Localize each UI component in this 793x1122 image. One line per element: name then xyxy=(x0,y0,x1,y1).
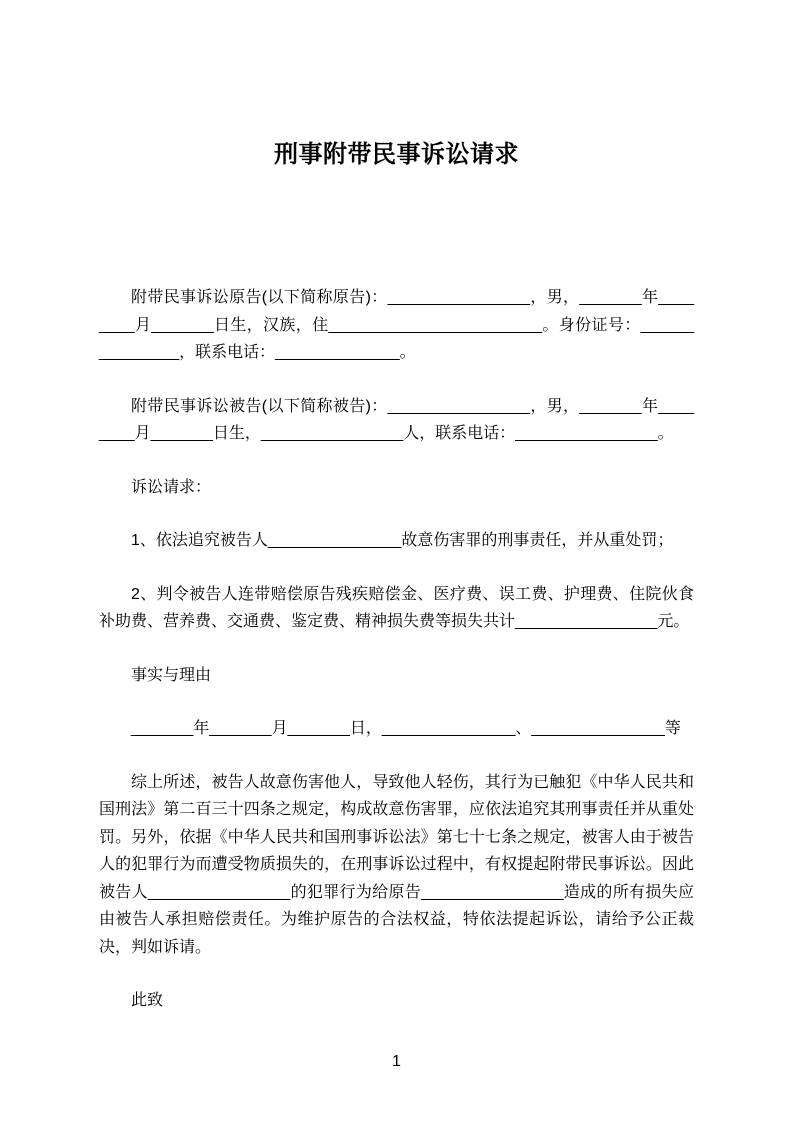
facts-date-line: _______年_______月_______日，_______________、_______________等 xyxy=(131,720,681,737)
document-title: 刑事附带民事诉讼请求 xyxy=(274,141,519,168)
document-content xyxy=(99,139,694,1041)
claim-item-2: 2、判令被告人连带赔偿原告残疾赔偿金、医疗费、误工费、护理费、住院伙食补助费、营养费、交通费、鉴定费、精神损失费等损失共计________________元。 xyxy=(99,585,694,630)
closing-line: 此致 xyxy=(131,992,164,1009)
facts-heading: 事实与理由 xyxy=(131,666,212,684)
defendant-paragraph: 附带民事诉讼被告(以下简称被告)：________________，男，_______年________月_______日生，________________人，联系电话：________________。 xyxy=(99,397,694,442)
page-number: 1 xyxy=(392,1053,401,1070)
claims-heading: 诉讼请求： xyxy=(131,478,212,496)
plaintiff-paragraph: 附带民事诉讼原告(以下简称原告)：________________，男，_______年________月_______日生，汉族，住________________________。身份证号：_______________，联系电话：______________。 xyxy=(99,289,694,361)
claim-item-1: 1、依法追究被告人_______________故意伤害罪的刑事责任，并从重处罚； xyxy=(131,532,674,549)
conclusion-paragraph: 综上所述，被告人故意伤害他人，导致他人轻伤，其行为已触犯《中华人民共和国刑法》第二百三十四条之规定，构成故意伤害罪，应依法追究其刑事责任并从重处罚。另外，依据《中华人民共和国刑事诉讼法》第七十七条之规定，被害人由于被告人的犯罪行为而遭受物质损失的，在刑事诉讼过程中，有权提起附带民事诉讼。因此被告人________________的犯罪行为给原告________________造成的所有损失应由被告人承担赔偿责任。为维护原告的合法权益，特依法提起诉讼，请给予公正裁决，判如诉请。 xyxy=(99,773,694,956)
